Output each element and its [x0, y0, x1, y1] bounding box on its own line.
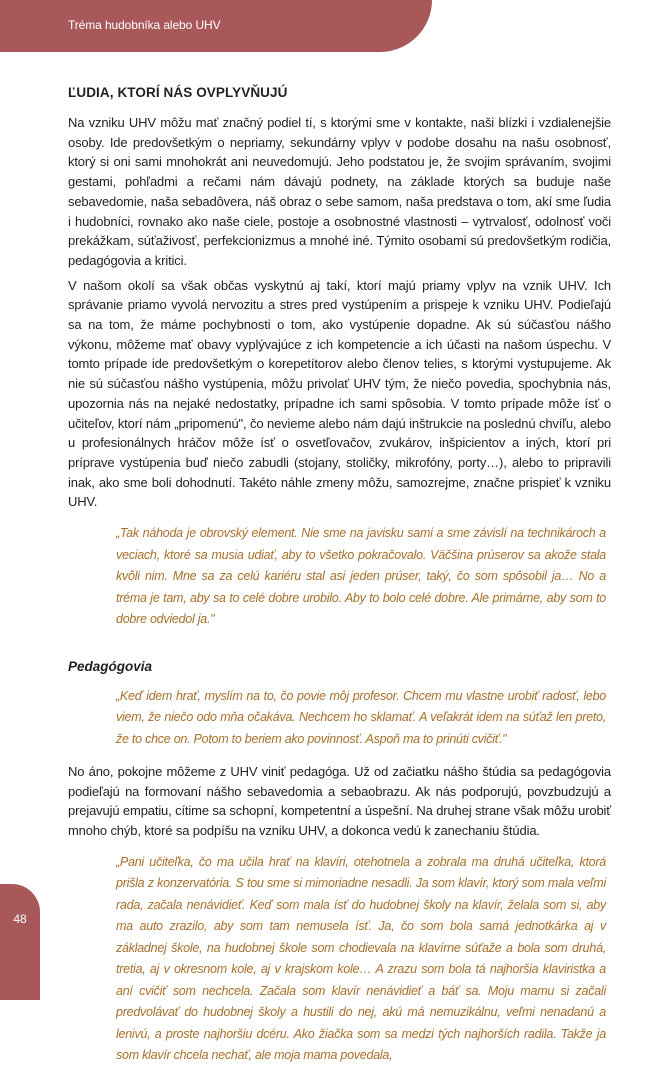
- page-number: 48: [13, 912, 27, 926]
- interview-quote-1: „Tak náhoda je obrovský element. Nie sme na javisku sami a sme závislí na technikároch a veciach, ktoré sa musia udiať, aby to všetko pokračovalo. Väčšina prúserov sa akože stala kvôli nim. Mne sa za celú kariéru stal asi jeden prúser, taký, čo som spôsobil ja… No a tréma je tam, aby sa to celé dobre urobilo. Aby to bolo celé dobre. Ale primárne, aby som to dobre odviedol ja.": [116, 526, 606, 627]
- section-heading: ĽUDIA, KTORÍ NÁS OVPLYVŇUJÚ: [68, 85, 288, 100]
- body-paragraph-2: V našom okolí sa však občas vyskytnú aj takí, ktorí majú priamy vplyv na vznik UHV. Ich správanie priamo vyvolá nervozitu a stres pred vystúpením a prispeje k vzniku UHV. Podieľajú sa na tom, že máme pochybnosti o tom, ako vystúpenie dopadne. Ak sú súčasťou nášho výkonu, môžeme mať obavy vyplývajúce z ich kompetencie a ich účasti na našom úspechu. V tomto prípade ide predovšetkým o korepetítorov alebo členov telies, s ktorými vystupujeme. Ak nie sú súčasťou nášho vystúpenia, môžu privolať UHV tým, že niečo povedia, spochybnia nás, upozornia nás na nejaké nedostatky, prípadne ich sami spôsobia. V tomto prípade môže ísť o učiteľov, ktorí nám „pripomenú", čo nevieme alebo nám dajú inštrukcie na poslednú chvíľu, alebo u profesionálnych hráčov môže ísť o osvetľovačov, zvukárov, inšpicientov a iných, ktorí pri príprave vystúpenia buď niečo zabudli (stojany, stoličky, mikrofóny, porty…), alebo to pripravili inak, ako sme boli dohodnutí. Takéto náhle zmeny môžu, samozrejme, značne prispieť k vzniku UHV.: [68, 277, 611, 510]
- body-paragraph-1: Na vzniku UHV môžu mať značný podiel tí, s ktorými sme v kontakte, naši blízki i vzdialenejšie osoby. Ide predovšetkým o nepriamy, sekundárny vplyv v podobe dosahu na našu osobnosť, ktorý si oni sami mnohokrát ani neuvedomujú. Jeho podstatou je, že svojim správaním, svojimi gestami, pohľadmi a rečami nám dávajú podnety, na základe ktorých sa buduje naše sebavedomie, naša sebadôvera, náš obraz o sebe samom, naša predstava o tom, akí sme ľudia i hudobníci, rovnako ako naše ciele, postoje a osobnostné vlastnosti – vytrvalosť, odolnosť voči prekážkam, súťaživosť, perfekcionizmus a mnohé iné. Týmito osobami sú predovšetkým rodičia, pedagógovia a kritici.: [68, 115, 611, 268]
- page-content: [68, 85, 611, 1067]
- interview-quote-2: „Keď idem hrať, myslím na to, čo povie môj profesor. Chcem mu vlastne urobiť radosť, lebo viem, že niečo odo mňa očakáva. Nechcem ho sklamať. A veľakrát idem na súťaž len preto, že to chce on. Potom to beriem ako povinnosť. Aspoň ma to prinúti cvičiť.": [116, 688, 606, 746]
- interview-quote-3: „Pani učiteľka, čo ma učila hrať na klavíri, otehotnela a zobrala ma druhá učiteľka, ktorá prišla z konzervatória. S tou sme si mimoriadne nesadli. Ja som klavír, ktorý som mala veľmi rada, začala nenávidieť. Keď som mala ísť do hudobnej školy na klavír, želala som si, aby ma auto zrazilo, aby som tam nemusela ísť. Ja, čo som bola samá jednotkárka aj v základnej škole, na hudobnej škole som chodievala na klavírne súťaže a bola som druhá, tretia, aj v okresnom kole, aj v krajskom kole… A zrazu som bola tá najhoršia klaviristka a aní cvičiť som nechcela. Začala som klavír nenávidieť a báť sa. Moju mamu si začali predvolávať do hudobnej školy a hustili do nej, akú má nemuzikálnu, veľmi nenadanú a lenivú, a proste najhoršiu dcéru. Ako žiačka som sa medzi tých najhorších radila. Takže ja som klavír chcela nechať, ale moja mama povedala,: [116, 854, 606, 1063]
- body-paragraph-3: No áno, pokojne môžeme z UHV viniť pedagóga. Už od začiatku nášho štúdia sa pedagógovia podieľajú na formovaní nášho sebavedomia a sebaobrazu. Ak nás podporujú, povzbudzujú a prejavujú empatiu, cítime sa schopní, kompetentní a úspešní. Na druhej strane však môžu urobiť mnoho chýb, ktoré sa podpíšu na vzniku UHV, a dokonca vedú k zanechaniu štúdia.: [68, 764, 611, 839]
- running-header-title: Tréma hudobníka alebo UHV: [68, 18, 221, 32]
- page-number-tab: [0, 884, 40, 1000]
- subsection-heading: Pedagógovia: [68, 658, 153, 674]
